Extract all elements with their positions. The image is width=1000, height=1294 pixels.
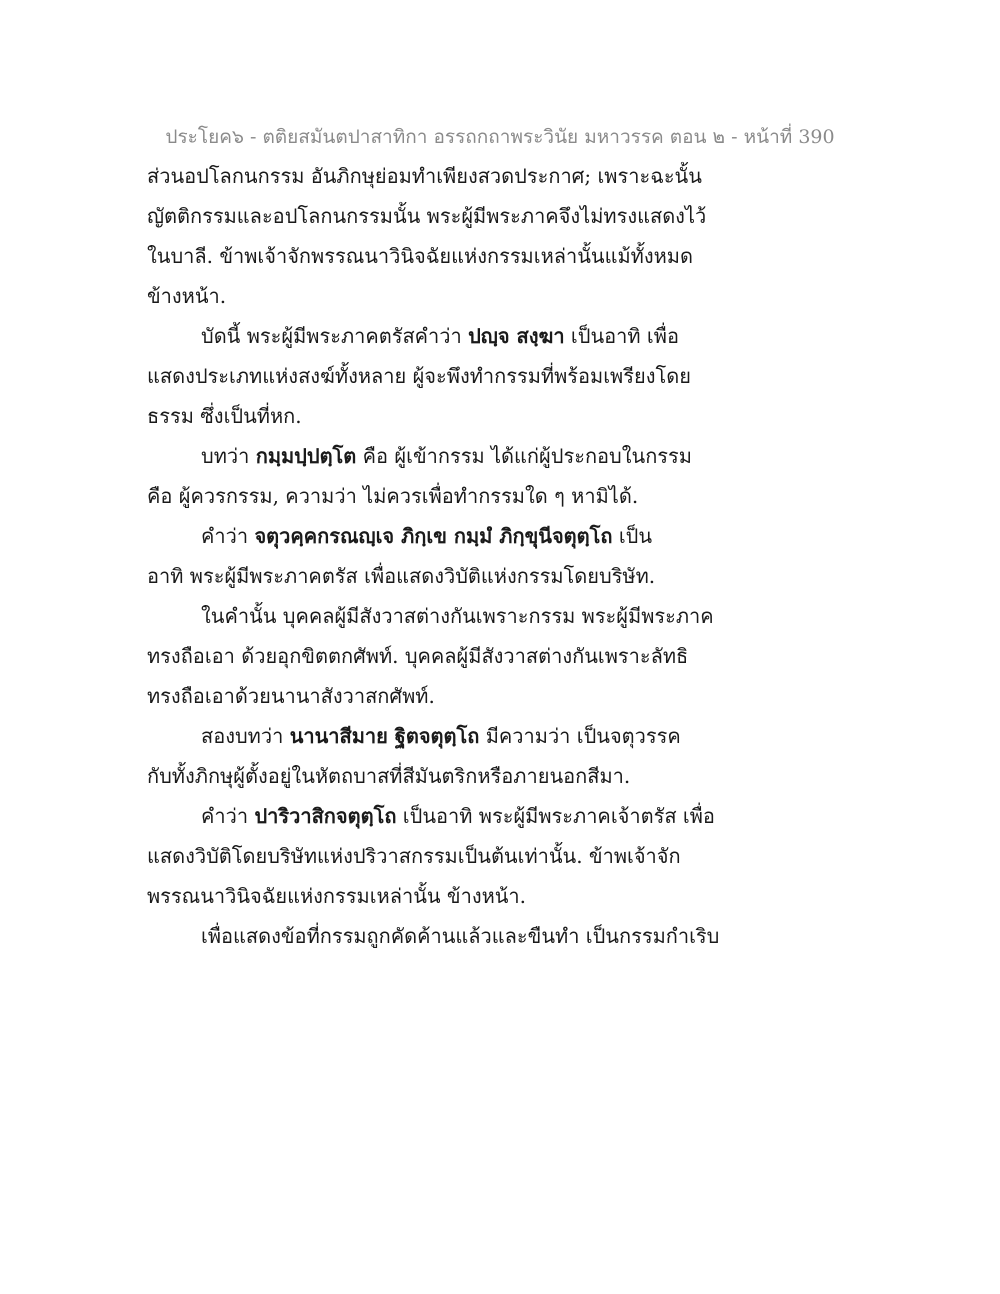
text-span: ในคำนั้น บุคคลผู้มีสังวาสต่างกันเพราะกรรม พระผู้มีพระภาค <box>201 604 714 628</box>
text-line <box>147 596 714 636</box>
text-span: บทว่า <box>201 444 256 468</box>
text-span: คำว่า <box>201 804 255 828</box>
text-line <box>147 156 707 196</box>
text-span: ธรรม ซึ่งเป็นที่หก. <box>147 404 302 428</box>
text-line <box>147 276 707 316</box>
text-line <box>147 316 707 356</box>
body-text <box>147 156 720 956</box>
text-span: แสดงวิบัติโดยบริษัทแห่งปริวาสกรรมเป็นต้นเท่านั้น. ข้าพเจ้าจัก <box>147 844 681 868</box>
text-line <box>147 756 707 796</box>
text-line <box>147 676 707 716</box>
text-span: เป็นอาทิ พระผู้มีพระภาคเจ้าตรัส เพื่อ <box>396 804 715 828</box>
text-span: สองบทว่า <box>201 724 290 748</box>
text-line <box>147 356 707 396</box>
bold-term: จตุวคฺคกรณญฺเจ ภิกฺเข กมฺมํ ภิกฺขุนีจตุตฺโถ <box>254 524 613 548</box>
text-line <box>147 876 707 916</box>
text-span: คือ ผู้ควรกรรม, ความว่า ไม่ควรเพื่อทำกรรมใด ๆ หามิได้. <box>147 484 639 508</box>
text-line <box>147 476 707 516</box>
text-span: เป็น <box>612 524 653 548</box>
text-span: ญัตติกรรมและอปโลกนกรรมนั้น พระผู้มีพระภาคจึงไม่ทรงแสดงไว้ <box>147 204 707 228</box>
text-line <box>147 556 707 596</box>
text-span: ทรงถือเอา ด้วยอุกขิตตกศัพท์. บุคคลผู้มีสังวาสต่างกันเพราะลัทธิ <box>147 644 689 668</box>
bold-term: ปาริวาสิกจตุตฺโถ <box>254 804 397 828</box>
text-span: คำว่า <box>201 524 255 548</box>
text-span: คือ ผู้เข้ากรรม ได้แก่ผู้ประกอบในกรรม <box>356 444 692 468</box>
text-line <box>147 436 707 476</box>
text-span: เพื่อแสดงข้อที่กรรมถูกคัดค้านแล้วและขืนทำ เป็นกรรมกำเริบ <box>201 924 720 948</box>
text-span: แสดงประเภทแห่งสงฆ์ทั้งหลาย ผู้จะพึงทำกรรมที่พร้อมเพรียงโดย <box>147 364 691 388</box>
text-span: กับทั้งภิกษุผู้ตั้งอยู่ในหัตถบาสที่สีมันตริกหรือภายนอกสีมา. <box>147 764 631 788</box>
text-span: มีความว่า เป็นจตุวรรค <box>479 724 681 748</box>
text-line <box>147 236 707 276</box>
text-span: พรรณนาวินิจฉัยแห่งกรรมเหล่านั้น ข้างหน้า. <box>147 884 527 908</box>
text-span: เป็นอาทิ เพื่อ <box>564 324 679 348</box>
text-line <box>147 836 707 876</box>
text-line <box>147 796 715 836</box>
text-line <box>147 916 720 956</box>
text-line <box>147 396 707 436</box>
bold-term: ปญฺจ สงฺฆา <box>468 324 565 348</box>
text-span: บัดนี้ พระผู้มีพระภาคตรัสคำว่า <box>201 324 469 348</box>
text-span: ข้างหน้า. <box>147 284 227 308</box>
text-line <box>147 716 707 756</box>
text-span: ส่วนอปโลกนกรรม อันภิกษุย่อมทำเพียงสวดประกาศ; เพราะฉะนั้น <box>147 164 702 188</box>
text-line <box>147 516 707 556</box>
text-line <box>147 196 707 236</box>
bold-term: นานาสีมาย ฐิตจตุตฺโถ <box>289 724 480 748</box>
text-span: อาทิ พระผู้มีพระภาคตรัส เพื่อแสดงวิบัติแห่งกรรมโดยบริษัท. <box>147 564 656 588</box>
text-span: ทรงถือเอาด้วยนานาสังวาสกศัพท์. <box>147 684 435 708</box>
running-header: ประโยค๖ - ตติยสมันตปาสาทิกา อรรถกถาพระวินัย มหาวรรค ตอน ๒ - หน้าที่ 390 <box>165 126 835 148</box>
text-span: ในบาลี. ข้าพเจ้าจักพรรณนาวินิจฉัยแห่งกรรมเหล่านั้นแม้ทั้งหมด <box>147 244 693 268</box>
bold-term: กมฺมปฺปตฺโต <box>255 444 357 468</box>
text-line <box>147 636 707 676</box>
